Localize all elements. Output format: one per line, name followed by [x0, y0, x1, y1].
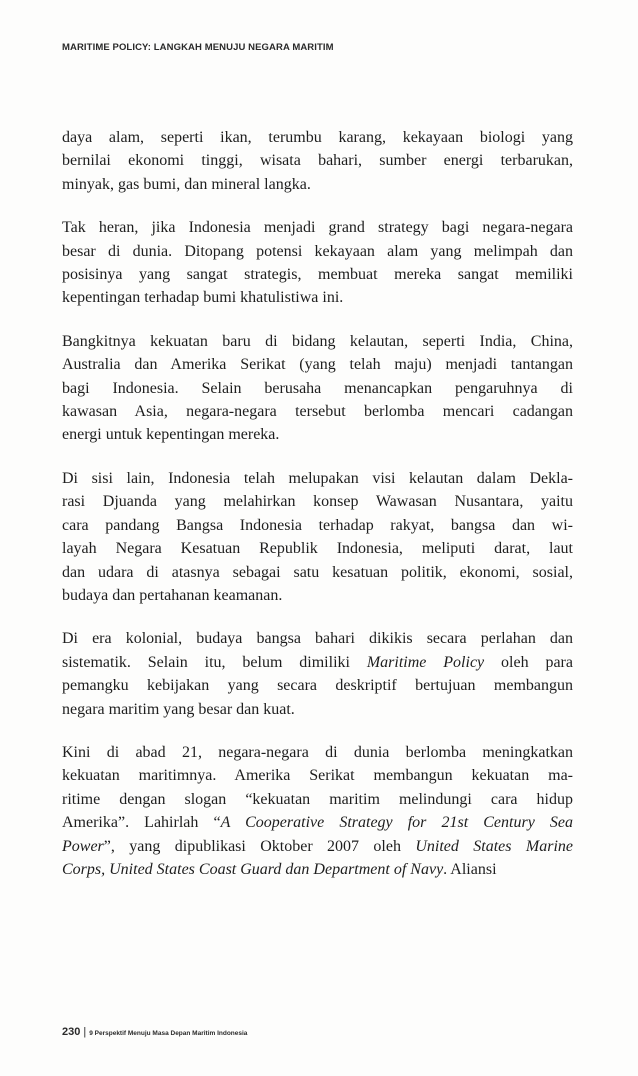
- text-line: Power”, yang dipublikasi Oktober 2007 oleh United States Marine: [62, 837, 573, 855]
- body-paragraph: [62, 741, 573, 881]
- text-line: energi untuk kepentingan mereka.: [62, 426, 280, 444]
- text-line: Tak heran, jika Indonesia menjadi grand strategy bagi negara-negara: [62, 219, 573, 237]
- text-line: Australia dan Amerika Serikat (yang telah maju) menjadi tantangan: [62, 356, 573, 374]
- text-line: negara maritim yang besar dan kuat.: [62, 700, 295, 718]
- text-line: Corps, United States Coast Guard dan Department of Navy. Aliansi: [62, 860, 497, 878]
- page-footer: [62, 1022, 247, 1040]
- text-line: bernilai ekonomi tinggi, wisata bahari, sumber energi terbarukan,: [62, 152, 573, 170]
- footer-separator: |: [83, 1026, 87, 1038]
- text-line: dan udara di atasnya sebagai satu kesatuan politik, ekonomi, sosial,: [62, 563, 573, 581]
- text-line: daya alam, seperti ikan, terumbu karang, kekayaan biologi yang: [62, 129, 573, 146]
- text-line: Bangkitnya kekuatan baru di bidang kelautan, seperti India, China,: [62, 332, 573, 350]
- running-header: MARITIME POLICY: LANGKAH MENUJU NEGARA MARITIM: [62, 42, 334, 53]
- page-number: 230: [62, 1026, 81, 1038]
- text-line: Kini di abad 21, negara-negara di dunia berlomba meningkatkan: [62, 743, 573, 761]
- text-line: cara pandang Bangsa Indonesia terhadap rakyat, bangsa dan wi-: [62, 516, 573, 534]
- text-line: layah Negara Kesatuan Republik Indonesia, meliputi darat, laut: [62, 540, 573, 558]
- text-line: ritime dengan slogan “kekuatan maritim melindungi cara hidup: [62, 790, 573, 808]
- body-paragraph: [62, 330, 573, 447]
- text-line: Di era kolonial, budaya bangsa bahari dikikis secara perlahan dan: [62, 630, 573, 648]
- text-line: rasi Djuanda yang melahirkan konsep Wawasan Nusantara, yaitu: [62, 493, 573, 511]
- body-paragraph: [62, 126, 573, 196]
- text-line: kekuatan maritimnya. Amerika Serikat membangun kekuatan ma-: [62, 767, 573, 785]
- text-line: kawasan Asia, negara-negara tersebut berlomba mencari cadangan: [62, 403, 573, 421]
- text-line: Di sisi lain, Indonesia telah melupakan visi kelautan dalam Dekla-: [62, 469, 573, 487]
- text-line: posisinya yang sangat strategis, membuat mereka sangat memiliki: [62, 266, 573, 284]
- text-line: Amerika”. Lahirlah “A Cooperative Strategy for 21st Century Sea: [62, 814, 574, 832]
- text-line: minyak, gas bumi, dan mineral langka.: [62, 175, 311, 193]
- text-line: bagi Indonesia. Selain berusaha menancapkan pengaruhnya di: [62, 379, 573, 397]
- body-text: [62, 126, 573, 901]
- body-paragraph: [62, 627, 573, 721]
- footer-book-title: 9 Perspektif Menuju Masa Depan Maritim Indonesia: [89, 1030, 248, 1037]
- body-paragraph: [62, 216, 573, 310]
- text-line: pemangku kebijakan yang secara deskriptif bertujuan membangun: [62, 677, 573, 695]
- text-line: besar di dunia. Ditopang potensi kekayaan alam yang melimpah dan: [62, 242, 573, 260]
- text-line: sistematik. Selain itu, belum dimiliki Maritime Policy oleh para: [62, 653, 573, 671]
- body-paragraph: [62, 467, 573, 607]
- text-line: budaya dan pertahanan keamanan.: [62, 586, 283, 604]
- text-line: kepentingan terhadap bumi khatulistiwa ini.: [62, 289, 344, 307]
